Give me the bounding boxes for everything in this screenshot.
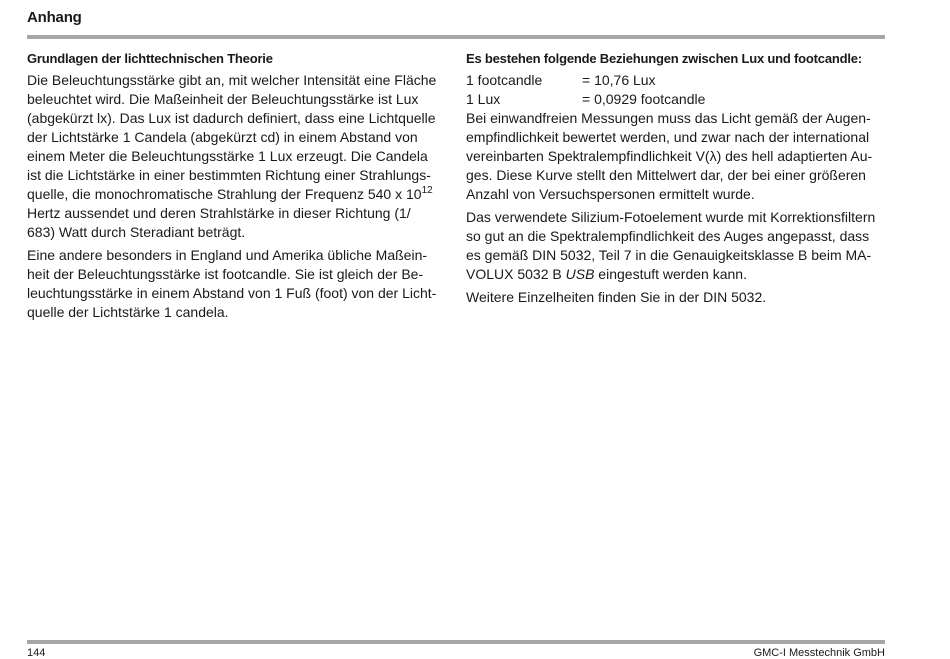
conversion-unit: 1 footcandle	[466, 72, 543, 88]
reference-paragraph	[466, 288, 886, 307]
conversion-unit: 1 Lux	[466, 91, 501, 107]
text-line: Anzahl von Versuchspersonen ermittelt wurde.	[466, 186, 755, 202]
text-line: Bei einwandfreien Messungen muss das Licht gemäß der Augen-	[466, 110, 871, 126]
right-column	[466, 50, 886, 311]
conversion-heading: Es bestehen folgende Beziehungen zwischen Lux und footcandle:	[466, 51, 862, 66]
section-title: Anhang	[27, 9, 82, 26]
text-line: Weitere Einzelheiten finden Sie in der DIN 5032.	[466, 289, 767, 305]
conversion-row	[466, 71, 886, 90]
conversion-row	[466, 90, 886, 109]
text-line: der Lichtstärke 1 Candela (abgekürzt cd) in einem Abstand von	[27, 129, 418, 145]
conversion-table	[466, 71, 886, 109]
text-line: ist die Lichtstärke in einer bestimmten Richtung einer Strahlungs-	[27, 167, 431, 183]
text-line: ges. Diese Kurve stellt den Mittelwert dar, der bei einer größeren	[466, 167, 866, 183]
text-line: so gut an die Spektralempfindlichkeit des Auges angepasst, dass	[466, 228, 870, 244]
text-line: Die Beleuchtungsstärke gibt an, mit welcher Intensität eine Fläche	[27, 72, 437, 88]
text-line: es gemäß DIN 5032, Teil 7 in die Genauigkeitsklasse B beim MA-	[466, 247, 872, 263]
exponent: 12	[421, 185, 433, 196]
text-line: 683) Watt durch Steradiant beträgt.	[27, 224, 246, 240]
footer-divider	[27, 640, 885, 644]
text-line: (abgekürzt lx). Das Lux ist dadurch definiert, dass eine Lichtquelle	[27, 110, 436, 126]
lux-definition-paragraph	[27, 71, 445, 242]
conversion-value: = 0,0929 footcandle	[582, 91, 706, 107]
text-line: beleuchtet wird. Die Maßeinheit der Beleuchtungsstärke ist Lux	[27, 91, 419, 107]
model-name-text: VOLUX 5032 B	[466, 266, 566, 282]
sensor-paragraph	[466, 208, 886, 284]
text-line: heit der Beleuchtungsstärke ist footcandle. Sie ist gleich der Be-	[27, 266, 424, 282]
text-line: Hertz aussendet und deren Strahlstärke in dieser Richtung (1/	[27, 205, 411, 221]
classification-text: eingestuft werden kann.	[594, 266, 747, 282]
text-line: einem Meter die Beleuchtungsstärke 1 Lux erzeugt. Die Candela	[27, 148, 428, 164]
text-line: quelle der Lichtstärke 1 candela.	[27, 304, 229, 320]
text-line: leuchtungsstärke in einem Abstand von 1 Fuß (foot) von der Licht-	[27, 285, 437, 301]
left-column	[27, 50, 445, 326]
text-line: empfindlichkeit bewertet werden, und zwar nach der international	[466, 129, 870, 145]
frequency-text: quelle, die monochromatische Strahlung der Frequenz 540 x 10	[27, 186, 422, 202]
conversion-value: = 10,76 Lux	[582, 72, 656, 88]
footcandle-paragraph	[27, 246, 445, 322]
publisher-name: GMC-I Messtechnik GmbH	[753, 647, 885, 659]
text-line	[466, 265, 886, 284]
theory-heading: Grundlagen der lichttechnischen Theorie	[27, 51, 273, 66]
header-divider	[27, 35, 885, 39]
text-line	[27, 185, 445, 204]
page-number: 144	[27, 647, 46, 659]
usb-model-suffix: USB	[565, 266, 595, 282]
measurement-paragraph	[466, 109, 886, 204]
text-line: Eine andere besonders in England und Amerika übliche Maßein-	[27, 247, 428, 263]
text-line: Das verwendete Silizium-Fotoelement wurde mit Korrektionsfiltern	[466, 209, 876, 225]
text-line: vereinbarten Spektralempfindlichkeit V(λ) des hell adaptierten Au-	[466, 148, 873, 164]
